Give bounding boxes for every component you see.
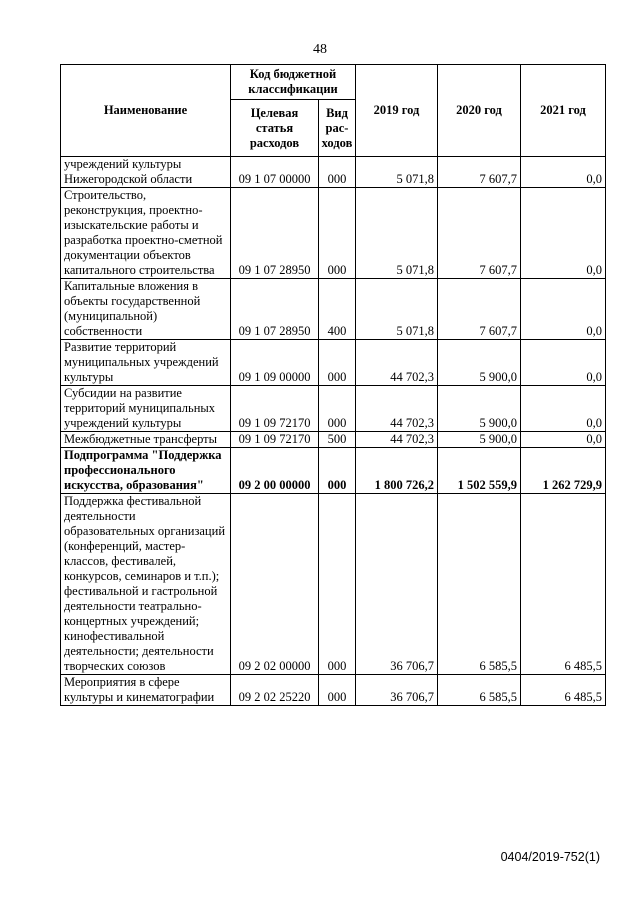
row-expense-kind: 000 [319, 675, 356, 706]
table-body [61, 157, 606, 706]
header-2019: 2019 год [356, 65, 438, 157]
row-value-2019: 5 071,8 [356, 279, 438, 340]
row-value-2020: 5 900,0 [438, 340, 521, 386]
row-expense-kind: 400 [319, 279, 356, 340]
row-value-2019: 1 800 726,2 [356, 448, 438, 494]
row-value-2020: 7 607,7 [438, 279, 521, 340]
row-value-2021: 0,0 [521, 188, 606, 279]
row-value-2021: 0,0 [521, 432, 606, 448]
row-target-code: 09 1 09 00000 [231, 340, 319, 386]
table-row [61, 340, 606, 386]
row-expense-kind: 000 [319, 386, 356, 432]
row-value-2020: 1 502 559,9 [438, 448, 521, 494]
budget-table [60, 64, 606, 706]
row-expense-kind: 000 [319, 157, 356, 188]
header-2020: 2020 год [438, 65, 521, 157]
table-row [61, 188, 606, 279]
header-2021: 2021 год [521, 65, 606, 157]
row-value-2021: 0,0 [521, 157, 606, 188]
row-value-2020: 7 607,7 [438, 157, 521, 188]
row-target-code: 09 1 09 72170 [231, 386, 319, 432]
table-row [61, 448, 606, 494]
row-value-2020: 6 585,5 [438, 675, 521, 706]
row-name: Межбюджетные трансферты [61, 432, 231, 448]
row-value-2021: 0,0 [521, 279, 606, 340]
row-name: Мероприятия в сфере культуры и кинематографии [61, 675, 231, 706]
table-row [61, 494, 606, 675]
row-value-2021: 0,0 [521, 386, 606, 432]
row-value-2020: 6 585,5 [438, 494, 521, 675]
header-kind: Вид рас- ходов [319, 100, 356, 157]
row-name: учреждений культуры Нижегородской области [61, 157, 231, 188]
header-target: Целевая статья расходов [231, 100, 319, 157]
table-row [61, 432, 606, 448]
row-value-2019: 5 071,8 [356, 157, 438, 188]
table-header [61, 65, 606, 157]
row-name: Строительство, реконструкция, проектно-изыскательские работы и разработка проектно-сметной документации объектов капитального строительства [61, 188, 231, 279]
row-value-2019: 5 071,8 [356, 188, 438, 279]
row-name: Капитальные вложения в объекты государственной (муниципальной) собственности [61, 279, 231, 340]
table-row [61, 675, 606, 706]
row-value-2019: 36 706,7 [356, 494, 438, 675]
row-target-code: 09 2 00 00000 [231, 448, 319, 494]
row-value-2020: 7 607,7 [438, 188, 521, 279]
row-value-2019: 44 702,3 [356, 432, 438, 448]
row-target-code: 09 1 09 72170 [231, 432, 319, 448]
row-target-code: 09 2 02 00000 [231, 494, 319, 675]
row-target-code: 09 1 07 00000 [231, 157, 319, 188]
row-value-2019: 44 702,3 [356, 340, 438, 386]
row-target-code: 09 2 02 25220 [231, 675, 319, 706]
row-name: Поддержка фестивальной деятельности образовательных организаций (конференций, мастер-классов, фестивалей, конкурсов, семинаров и т.п.); фестивальной и гастрольной деятельности театрально-концертных учреждений; кинофестивальной деятельности; деятельности творческих союзов [61, 494, 231, 675]
row-expense-kind: 000 [319, 340, 356, 386]
row-name: Субсидии на развитие территорий муниципальных учреждений культуры [61, 386, 231, 432]
row-expense-kind: 500 [319, 432, 356, 448]
table-row [61, 386, 606, 432]
page-number: 48 [313, 42, 327, 57]
row-expense-kind: 000 [319, 494, 356, 675]
row-name: Подпрограмма "Поддержка профессионального искусства, образования" [61, 448, 231, 494]
row-value-2019: 44 702,3 [356, 386, 438, 432]
row-name: Развитие территорий муниципальных учреждений культуры [61, 340, 231, 386]
row-expense-kind: 000 [319, 188, 356, 279]
table-row [61, 157, 606, 188]
row-value-2020: 5 900,0 [438, 386, 521, 432]
row-target-code: 09 1 07 28950 [231, 279, 319, 340]
header-name: Наименование [61, 65, 231, 157]
row-value-2021: 1 262 729,9 [521, 448, 606, 494]
row-value-2019: 36 706,7 [356, 675, 438, 706]
row-target-code: 09 1 07 28950 [231, 188, 319, 279]
row-value-2021: 6 485,5 [521, 675, 606, 706]
row-value-2021: 6 485,5 [521, 494, 606, 675]
header-code-group: Код бюджетной классификации [231, 65, 356, 100]
document-number: 0404/2019-752(1) [500, 850, 600, 864]
row-expense-kind: 000 [319, 448, 356, 494]
row-value-2020: 5 900,0 [438, 432, 521, 448]
table-row [61, 279, 606, 340]
row-value-2021: 0,0 [521, 340, 606, 386]
